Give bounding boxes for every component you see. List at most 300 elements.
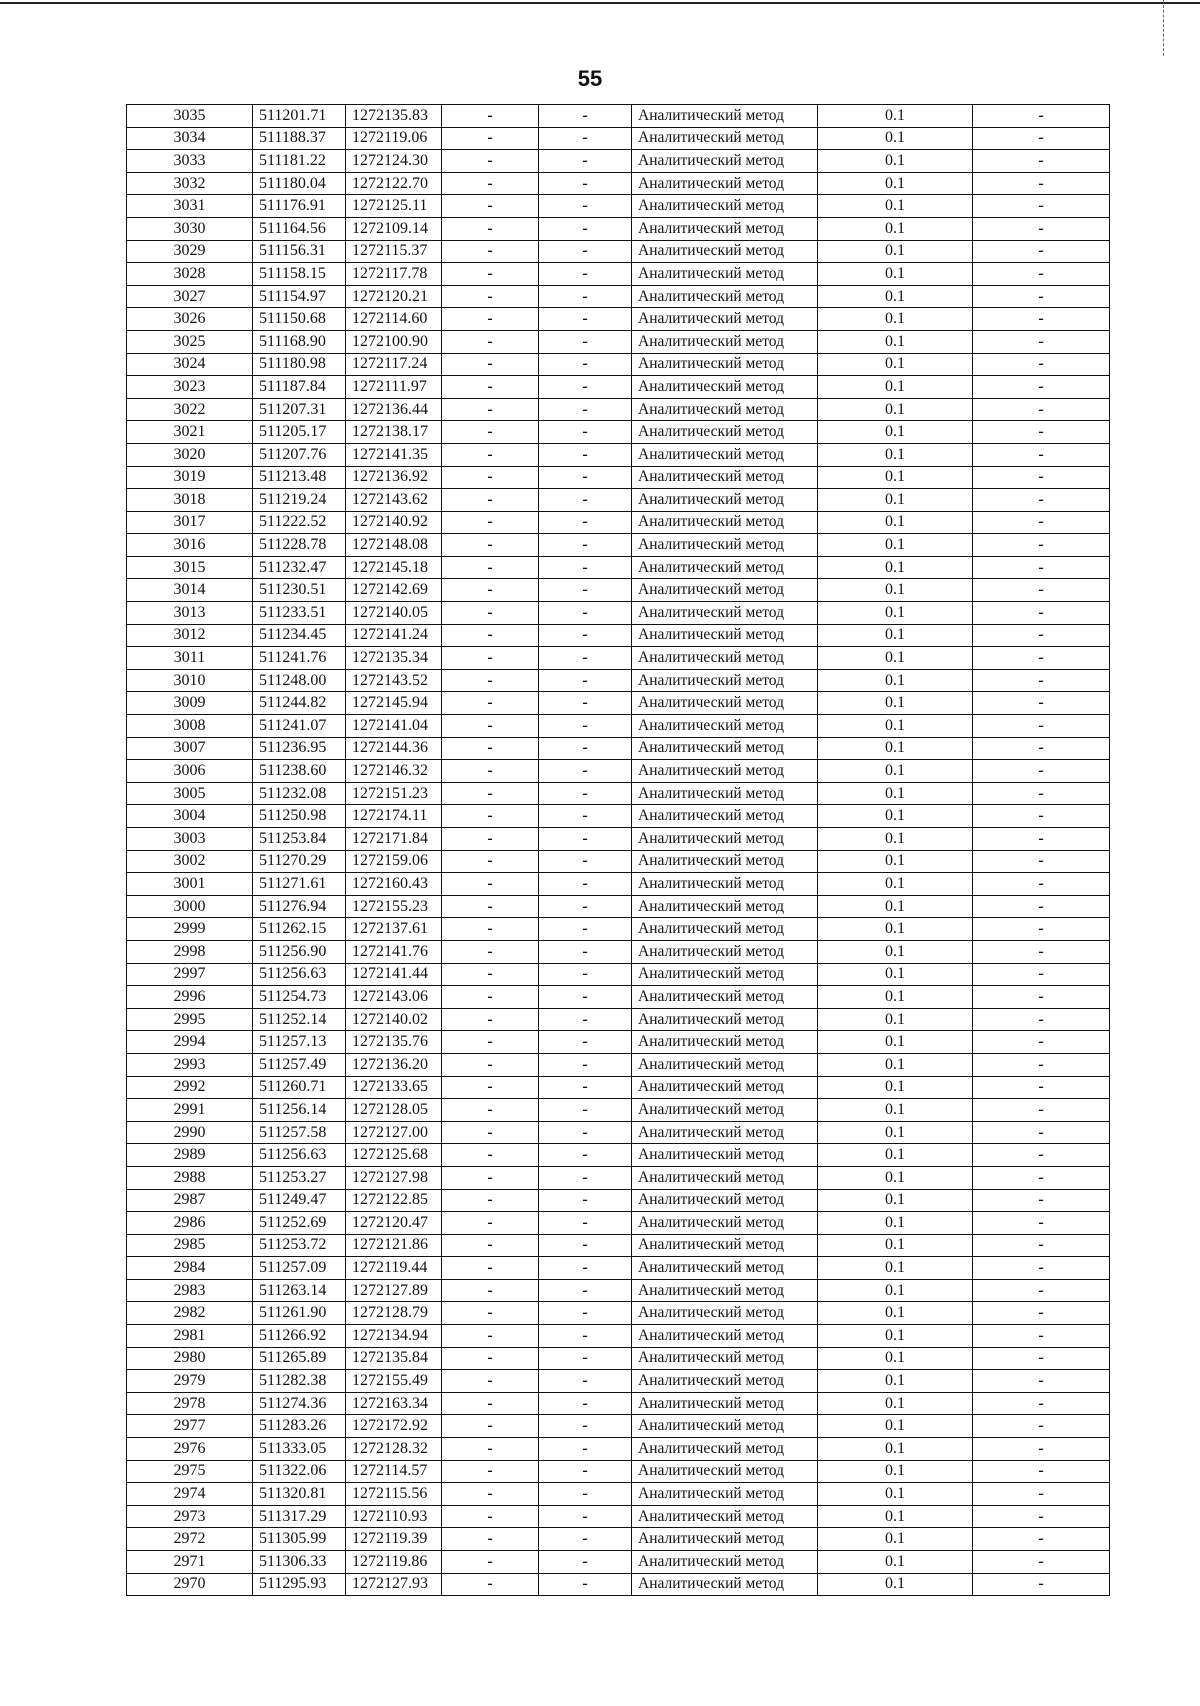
x-coordinate-cell: 511154.97 [253, 285, 346, 308]
col5-cell: - [539, 1031, 632, 1054]
y-coordinate-cell: 1272135.84 [346, 1347, 442, 1370]
table-row [127, 105, 1110, 128]
method-cell: Аналитический метод [632, 1460, 818, 1483]
col5-cell: - [539, 534, 632, 557]
col4-cell: - [442, 1573, 539, 1596]
table-row [127, 511, 1110, 534]
col8-cell: - [973, 1257, 1110, 1280]
x-coordinate-cell: 511232.47 [253, 556, 346, 579]
method-cell: Аналитический метод [632, 828, 818, 851]
col5-cell: - [539, 1053, 632, 1076]
col8-cell: - [973, 1505, 1110, 1528]
accuracy-cell: 0.1 [818, 1031, 973, 1054]
x-coordinate-cell: 511333.05 [253, 1438, 346, 1461]
col4-cell: - [442, 1528, 539, 1551]
y-coordinate-cell: 1272155.23 [346, 895, 442, 918]
col5-cell: - [539, 579, 632, 602]
y-coordinate-cell: 1272111.97 [346, 376, 442, 399]
y-coordinate-cell: 1272122.70 [346, 172, 442, 195]
accuracy-cell: 0.1 [818, 805, 973, 828]
point-number-cell: 3020 [127, 443, 253, 466]
y-coordinate-cell: 1272138.17 [346, 421, 442, 444]
point-number-cell: 2989 [127, 1144, 253, 1167]
point-number-cell: 3025 [127, 330, 253, 353]
table-row [127, 1460, 1110, 1483]
col4-cell: - [442, 895, 539, 918]
x-coordinate-cell: 511262.15 [253, 918, 346, 941]
col8-cell: - [973, 828, 1110, 851]
method-cell: Аналитический метод [632, 1573, 818, 1596]
x-coordinate-cell: 511256.63 [253, 963, 346, 986]
x-coordinate-cell: 511256.63 [253, 1144, 346, 1167]
col4-cell: - [442, 1438, 539, 1461]
point-number-cell: 3035 [127, 105, 253, 128]
col8-cell: - [973, 105, 1110, 128]
table-row [127, 1008, 1110, 1031]
point-number-cell: 3033 [127, 150, 253, 173]
y-coordinate-cell: 1272160.43 [346, 873, 442, 896]
x-coordinate-cell: 511256.90 [253, 940, 346, 963]
table-row [127, 1279, 1110, 1302]
point-number-cell: 2972 [127, 1528, 253, 1551]
x-coordinate-cell: 511253.27 [253, 1166, 346, 1189]
col5-cell: - [539, 624, 632, 647]
table-row [127, 828, 1110, 851]
col5-cell: - [539, 556, 632, 579]
col4-cell: - [442, 217, 539, 240]
col8-cell: - [973, 1076, 1110, 1099]
accuracy-cell: 0.1 [818, 105, 973, 128]
table-row [127, 850, 1110, 873]
method-cell: Аналитический метод [632, 398, 818, 421]
method-cell: Аналитический метод [632, 918, 818, 941]
method-cell: Аналитический метод [632, 217, 818, 240]
method-cell: Аналитический метод [632, 1234, 818, 1257]
x-coordinate-cell: 511228.78 [253, 534, 346, 557]
col4-cell: - [442, 1031, 539, 1054]
y-coordinate-cell: 1272117.78 [346, 263, 442, 286]
method-cell: Аналитический метод [632, 1144, 818, 1167]
col8-cell: - [973, 150, 1110, 173]
point-number-cell: 2991 [127, 1099, 253, 1122]
y-coordinate-cell: 1272159.06 [346, 850, 442, 873]
col5-cell: - [539, 1279, 632, 1302]
method-cell: Аналитический метод [632, 805, 818, 828]
point-number-cell: 3034 [127, 127, 253, 150]
col8-cell: - [973, 669, 1110, 692]
y-coordinate-cell: 1272124.30 [346, 150, 442, 173]
col5-cell: - [539, 805, 632, 828]
col5-cell: - [539, 1008, 632, 1031]
col8-cell: - [973, 217, 1110, 240]
method-cell: Аналитический метод [632, 782, 818, 805]
point-number-cell: 3000 [127, 895, 253, 918]
col4-cell: - [442, 511, 539, 534]
method-cell: Аналитический метод [632, 1347, 818, 1370]
x-coordinate-cell: 511282.38 [253, 1370, 346, 1393]
col8-cell: - [973, 895, 1110, 918]
point-number-cell: 3023 [127, 376, 253, 399]
method-cell: Аналитический метод [632, 1008, 818, 1031]
point-number-cell: 3008 [127, 715, 253, 738]
col8-cell: - [973, 624, 1110, 647]
x-coordinate-cell: 511238.60 [253, 760, 346, 783]
col8-cell: - [973, 376, 1110, 399]
method-cell: Аналитический метод [632, 1212, 818, 1235]
accuracy-cell: 0.1 [818, 647, 973, 670]
table-row [127, 421, 1110, 444]
col4-cell: - [442, 805, 539, 828]
col5-cell: - [539, 873, 632, 896]
table-row [127, 1076, 1110, 1099]
page-number: 55 [577, 66, 603, 91]
col4-cell: - [442, 105, 539, 128]
point-number-cell: 3027 [127, 285, 253, 308]
col5-cell: - [539, 1438, 632, 1461]
x-coordinate-cell: 511320.81 [253, 1483, 346, 1506]
col5-cell: - [539, 1573, 632, 1596]
col5-cell: - [539, 105, 632, 128]
table-row [127, 285, 1110, 308]
col5-cell: - [539, 963, 632, 986]
point-number-cell: 3010 [127, 669, 253, 692]
point-number-cell: 2996 [127, 986, 253, 1009]
col8-cell: - [973, 940, 1110, 963]
table-row [127, 805, 1110, 828]
col4-cell: - [442, 466, 539, 489]
col4-cell: - [442, 330, 539, 353]
x-coordinate-cell: 511201.71 [253, 105, 346, 128]
table-row [127, 308, 1110, 331]
col5-cell: - [539, 850, 632, 873]
method-cell: Аналитический метод [632, 308, 818, 331]
x-coordinate-cell: 511230.51 [253, 579, 346, 602]
col8-cell: - [973, 850, 1110, 873]
point-number-cell: 2971 [127, 1551, 253, 1574]
col5-cell: - [539, 1144, 632, 1167]
table-row [127, 1325, 1110, 1348]
point-number-cell: 2977 [127, 1415, 253, 1438]
col4-cell: - [442, 1415, 539, 1438]
point-number-cell: 3030 [127, 217, 253, 240]
accuracy-cell: 0.1 [818, 624, 973, 647]
y-coordinate-cell: 1272148.08 [346, 534, 442, 557]
table-row [127, 330, 1110, 353]
col8-cell: - [973, 1166, 1110, 1189]
y-coordinate-cell: 1272127.00 [346, 1121, 442, 1144]
col4-cell: - [442, 150, 539, 173]
col5-cell: - [539, 195, 632, 218]
accuracy-cell: 0.1 [818, 1053, 973, 1076]
table-row [127, 1392, 1110, 1415]
accuracy-cell: 0.1 [818, 1483, 973, 1506]
col8-cell: - [973, 782, 1110, 805]
col4-cell: - [442, 692, 539, 715]
col4-cell: - [442, 127, 539, 150]
point-number-cell: 2978 [127, 1392, 253, 1415]
y-coordinate-cell: 1272119.39 [346, 1528, 442, 1551]
col4-cell: - [442, 556, 539, 579]
table-row [127, 1234, 1110, 1257]
point-number-cell: 2992 [127, 1076, 253, 1099]
col8-cell: - [973, 760, 1110, 783]
y-coordinate-cell: 1272128.32 [346, 1438, 442, 1461]
col8-cell: - [973, 1189, 1110, 1212]
point-number-cell: 2975 [127, 1460, 253, 1483]
x-coordinate-cell: 511256.14 [253, 1099, 346, 1122]
method-cell: Аналитический метод [632, 1166, 818, 1189]
method-cell: Аналитический метод [632, 602, 818, 625]
col8-cell: - [973, 986, 1110, 1009]
point-number-cell: 2982 [127, 1302, 253, 1325]
y-coordinate-cell: 1272125.11 [346, 195, 442, 218]
x-coordinate-cell: 511236.95 [253, 737, 346, 760]
accuracy-cell: 0.1 [818, 1257, 973, 1280]
col4-cell: - [442, 1053, 539, 1076]
point-number-cell: 2988 [127, 1166, 253, 1189]
accuracy-cell: 0.1 [818, 1279, 973, 1302]
col8-cell: - [973, 1483, 1110, 1506]
accuracy-cell: 0.1 [818, 330, 973, 353]
accuracy-cell: 0.1 [818, 1370, 973, 1393]
col8-cell: - [973, 308, 1110, 331]
table-row [127, 1347, 1110, 1370]
point-number-cell: 3016 [127, 534, 253, 557]
x-coordinate-cell: 511180.04 [253, 172, 346, 195]
col5-cell: - [539, 918, 632, 941]
x-coordinate-cell: 511257.49 [253, 1053, 346, 1076]
y-coordinate-cell: 1272121.86 [346, 1234, 442, 1257]
x-coordinate-cell: 511283.26 [253, 1415, 346, 1438]
table-row [127, 1257, 1110, 1280]
y-coordinate-cell: 1272141.35 [346, 443, 442, 466]
y-coordinate-cell: 1272174.11 [346, 805, 442, 828]
col5-cell: - [539, 353, 632, 376]
x-coordinate-cell: 511305.99 [253, 1528, 346, 1551]
y-coordinate-cell: 1272145.18 [346, 556, 442, 579]
col5-cell: - [539, 895, 632, 918]
point-number-cell: 3028 [127, 263, 253, 286]
accuracy-cell: 0.1 [818, 1528, 973, 1551]
accuracy-cell: 0.1 [818, 1460, 973, 1483]
y-coordinate-cell: 1272155.49 [346, 1370, 442, 1393]
accuracy-cell: 0.1 [818, 1573, 973, 1596]
y-coordinate-cell: 1272135.83 [346, 105, 442, 128]
x-coordinate-cell: 511263.14 [253, 1279, 346, 1302]
method-cell: Аналитический метод [632, 105, 818, 128]
table-row [127, 217, 1110, 240]
point-number-cell: 2979 [127, 1370, 253, 1393]
col8-cell: - [973, 737, 1110, 760]
table-row [127, 692, 1110, 715]
point-number-cell: 2999 [127, 918, 253, 941]
col4-cell: - [442, 760, 539, 783]
col8-cell: - [973, 556, 1110, 579]
col8-cell: - [973, 511, 1110, 534]
accuracy-cell: 0.1 [818, 828, 973, 851]
x-coordinate-cell: 511156.31 [253, 240, 346, 263]
col8-cell: - [973, 1008, 1110, 1031]
col8-cell: - [973, 1528, 1110, 1551]
method-cell: Аналитический метод [632, 330, 818, 353]
table-row [127, 1099, 1110, 1122]
method-cell: Аналитический метод [632, 579, 818, 602]
accuracy-cell: 0.1 [818, 918, 973, 941]
y-coordinate-cell: 1272127.89 [346, 1279, 442, 1302]
y-coordinate-cell: 1272110.93 [346, 1505, 442, 1528]
table-row [127, 1031, 1110, 1054]
accuracy-cell: 0.1 [818, 511, 973, 534]
accuracy-cell: 0.1 [818, 1438, 973, 1461]
method-cell: Аналитический метод [632, 489, 818, 512]
accuracy-cell: 0.1 [818, 1121, 973, 1144]
x-coordinate-cell: 511317.29 [253, 1505, 346, 1528]
col5-cell: - [539, 263, 632, 286]
col5-cell: - [539, 669, 632, 692]
table-row [127, 669, 1110, 692]
y-coordinate-cell: 1272163.34 [346, 1392, 442, 1415]
col4-cell: - [442, 376, 539, 399]
table-row [127, 895, 1110, 918]
accuracy-cell: 0.1 [818, 127, 973, 150]
col4-cell: - [442, 918, 539, 941]
x-coordinate-cell: 511213.48 [253, 466, 346, 489]
col4-cell: - [442, 443, 539, 466]
accuracy-cell: 0.1 [818, 150, 973, 173]
col8-cell: - [973, 172, 1110, 195]
y-coordinate-cell: 1272141.24 [346, 624, 442, 647]
point-number-cell: 3019 [127, 466, 253, 489]
y-coordinate-cell: 1272119.44 [346, 1257, 442, 1280]
col4-cell: - [442, 195, 539, 218]
accuracy-cell: 0.1 [818, 963, 973, 986]
table-row [127, 489, 1110, 512]
accuracy-cell: 0.1 [818, 1189, 973, 1212]
accuracy-cell: 0.1 [818, 873, 973, 896]
point-number-cell: 3015 [127, 556, 253, 579]
table-row [127, 940, 1110, 963]
point-number-cell: 3018 [127, 489, 253, 512]
y-coordinate-cell: 1272125.68 [346, 1144, 442, 1167]
accuracy-cell: 0.1 [818, 692, 973, 715]
table-row [127, 466, 1110, 489]
col5-cell: - [539, 421, 632, 444]
x-coordinate-cell: 511257.13 [253, 1031, 346, 1054]
x-coordinate-cell: 511271.61 [253, 873, 346, 896]
y-coordinate-cell: 1272136.44 [346, 398, 442, 421]
col8-cell: - [973, 1212, 1110, 1235]
col4-cell: - [442, 1460, 539, 1483]
col4-cell: - [442, 1483, 539, 1506]
y-coordinate-cell: 1272119.06 [346, 127, 442, 150]
table-row [127, 172, 1110, 195]
col8-cell: - [973, 873, 1110, 896]
x-coordinate-cell: 511249.47 [253, 1189, 346, 1212]
point-number-cell: 2973 [127, 1505, 253, 1528]
col4-cell: - [442, 1392, 539, 1415]
accuracy-cell: 0.1 [818, 1144, 973, 1167]
accuracy-cell: 0.1 [818, 782, 973, 805]
accuracy-cell: 0.1 [818, 1392, 973, 1415]
col4-cell: - [442, 1166, 539, 1189]
accuracy-cell: 0.1 [818, 240, 973, 263]
table-row [127, 760, 1110, 783]
col8-cell: - [973, 1573, 1110, 1596]
x-coordinate-cell: 511241.07 [253, 715, 346, 738]
col8-cell: - [973, 489, 1110, 512]
method-cell: Аналитический метод [632, 1257, 818, 1280]
col4-cell: - [442, 1234, 539, 1257]
col5-cell: - [539, 1325, 632, 1348]
y-coordinate-cell: 1272146.32 [346, 760, 442, 783]
point-number-cell: 2998 [127, 940, 253, 963]
col8-cell: - [973, 692, 1110, 715]
col8-cell: - [973, 1053, 1110, 1076]
col8-cell: - [973, 1370, 1110, 1393]
accuracy-cell: 0.1 [818, 1234, 973, 1257]
table-row [127, 1551, 1110, 1574]
table-row [127, 443, 1110, 466]
point-number-cell: 2994 [127, 1031, 253, 1054]
point-number-cell: 3022 [127, 398, 253, 421]
table-row [127, 263, 1110, 286]
method-cell: Аналитический метод [632, 1053, 818, 1076]
y-coordinate-cell: 1272151.23 [346, 782, 442, 805]
accuracy-cell: 0.1 [818, 895, 973, 918]
col5-cell: - [539, 466, 632, 489]
col4-cell: - [442, 1279, 539, 1302]
point-number-cell: 3007 [127, 737, 253, 760]
x-coordinate-cell: 511150.68 [253, 308, 346, 331]
method-cell: Аналитический метод [632, 669, 818, 692]
col5-cell: - [539, 1460, 632, 1483]
method-cell: Аналитический метод [632, 737, 818, 760]
y-coordinate-cell: 1272142.69 [346, 579, 442, 602]
col5-cell: - [539, 647, 632, 670]
x-coordinate-cell: 511187.84 [253, 376, 346, 399]
col8-cell: - [973, 1347, 1110, 1370]
y-coordinate-cell: 1272136.92 [346, 466, 442, 489]
accuracy-cell: 0.1 [818, 1505, 973, 1528]
col8-cell: - [973, 715, 1110, 738]
accuracy-cell: 0.1 [818, 1099, 973, 1122]
table-row [127, 1302, 1110, 1325]
accuracy-cell: 0.1 [818, 195, 973, 218]
col5-cell: - [539, 1551, 632, 1574]
point-number-cell: 2993 [127, 1053, 253, 1076]
method-cell: Аналитический метод [632, 940, 818, 963]
col4-cell: - [442, 263, 539, 286]
accuracy-cell: 0.1 [818, 1302, 973, 1325]
col4-cell: - [442, 172, 539, 195]
col4-cell: - [442, 489, 539, 512]
col8-cell: - [973, 1460, 1110, 1483]
table-row [127, 715, 1110, 738]
col4-cell: - [442, 240, 539, 263]
y-coordinate-cell: 1272140.05 [346, 602, 442, 625]
accuracy-cell: 0.1 [818, 1551, 973, 1574]
col4-cell: - [442, 398, 539, 421]
accuracy-cell: 0.1 [818, 940, 973, 963]
point-number-cell: 3026 [127, 308, 253, 331]
accuracy-cell: 0.1 [818, 443, 973, 466]
x-coordinate-cell: 511168.90 [253, 330, 346, 353]
table-row [127, 579, 1110, 602]
accuracy-cell: 0.1 [818, 850, 973, 873]
accuracy-cell: 0.1 [818, 986, 973, 1009]
method-cell: Аналитический метод [632, 1031, 818, 1054]
x-coordinate-cell: 511248.00 [253, 669, 346, 692]
